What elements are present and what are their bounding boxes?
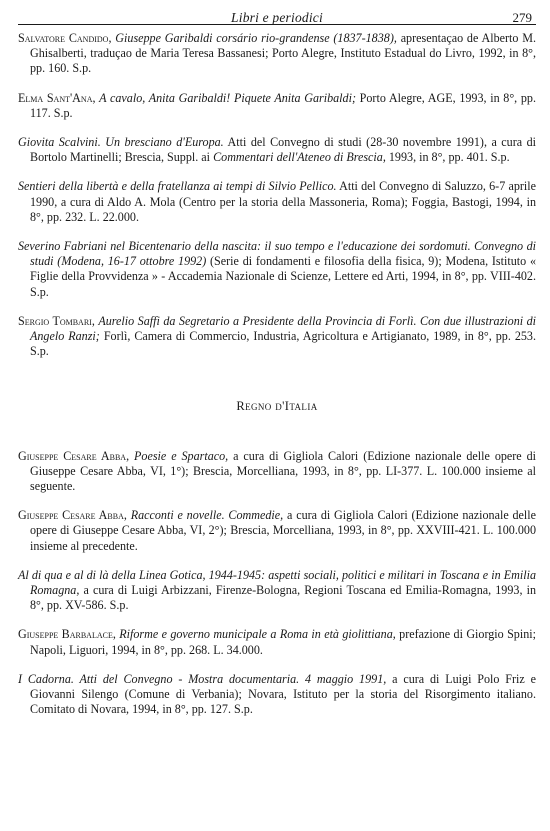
entry-details: a cura di Gigliola Calori (Edizione nazionale delle opere di Giuseppe Cesare Abba, VI, 1°); Brescia, Morcelliana, 1993, in 8°, pp. LI-377. L. 100.000 insieme al seguente. (30, 448, 537, 494)
bibliography-entry-4 (18, 179, 536, 225)
bibliography-entry-9 (18, 568, 536, 614)
entry-details: Porto Alegre, AGE, 1993, in 8°, pp. 117. S.p. (30, 90, 536, 120)
entry-title: Sentieri della libertà e della fratellanza ai tempi di Silvio Pellico. (18, 179, 337, 194)
entry-details: a cura di Luigi Arbizzani, Firenze-Bologna, Regioni Toscana ed Emilia-Romagna, 1993, in 8°, pp. XV-586. S.p. (30, 583, 536, 613)
entry-title: A cavalo, Anita Garibaldi! Piquete Anita Garibaldi; (99, 90, 356, 105)
bibliography-entry-5 (18, 239, 536, 300)
bibliography-entry-11 (18, 672, 536, 718)
entry-details: Forlì, Camera di Commercio, Industria, Agricoltura e Artigianato, 1989, in 8°, pp. 253. S.p. (30, 329, 536, 359)
entry-title: Riforme e governo municipale a Roma in età giolittiana, (119, 627, 396, 642)
entry-title: Severino Fabriani nel Bicentenario della nascita: il suo tempo e l'educazione dei sordomuti. Convegno di studi (Modena, 16-17 ottobre 1992) (18, 239, 536, 269)
entry-details: prefazione di Giorgio Spini; Napoli, Liguori, 1994, in 8°, pp. 268. L. 34.000. (30, 627, 536, 657)
entry-title: Poesie e Spartaco, (134, 448, 229, 463)
entry-author: Elma Sant'Ana, (18, 90, 96, 105)
entry-title: Giovita Scalvini. Un bresciano d'Europa. (18, 135, 224, 150)
entry-details: a cura di Gigliola Calori (Edizione nazionale delle opere di Giuseppe Cesare Abba, VI, 2°); Brescia, Morcelliana, 1993, in 8°, pp. XXVIII-421. L. 100.000 insieme al precedente. (30, 508, 537, 553)
entry-details: Atti del Convegno di Saluzzo, 6-7 aprile 1990, a cura di Aldo A. Mola (Centro per la storia della Massoneria, Roma); Foggia, Bastogi, 1994, in 8°, pp. 232. L. 22.000. (30, 179, 536, 224)
entry-details: a cura di Luigi Polo Friz e Giovanni Silengo (Comune di Verbania); Novara, Istituto per la storia del Risorgimento italiano. Comitato di Novara, 1994, in 8°, pp. 127. S.p. (30, 671, 536, 717)
entry-title: Racconti e novelle. Commedie, (130, 508, 284, 523)
entry-author: Salvatore Candido, (18, 31, 112, 45)
entry-details-2: 1993, in 8°, pp. 401. S.p. (388, 150, 510, 165)
entry-author: Giuseppe Cesare Abba, (18, 448, 130, 463)
entry-title: Al di qua e al di là della Linea Gotica, 1944-1945: aspetti sociali, politici e militari in Toscana e in Emilia Romagna, (18, 567, 536, 598)
entry-details: (Serie di fondamenti e filosofia della fisica, 9); Modena, Istituto « Figlie della Provvidenza » - Accademia Nazionale di Scienze, Lettere ed Arti, 1994, in 8°, pp. VIII-402. S.p. (30, 254, 536, 299)
bibliography-entry-7 (18, 449, 536, 495)
bibliography-entry-10 (18, 627, 536, 657)
entry-series-title: Commentari dell'Ateneo di Brescia, (213, 150, 386, 165)
entry-author: Giuseppe Barbalace, (18, 627, 116, 642)
running-title: Libri e periodici (231, 10, 323, 25)
page-header (18, 0, 536, 25)
entry-title: Giuseppe Garibaldi corsário rio-grandense (1837-1838), (115, 31, 397, 45)
bibliography-entry-8 (18, 508, 536, 554)
entry-author: Sergio Tombari, (18, 313, 95, 328)
bibliography-entry-2 (18, 91, 536, 121)
page-number: 279 (512, 10, 532, 25)
entry-title: Aurelio Saffi da Segretario a Presidente della Provincia di Forlì. Con due illustrazioni di Angelo Ranzi; (30, 313, 536, 344)
entry-details: Atti del Convegno di studi (28-30 novembre 1991), a cura di Bortolo Martinelli; Brescia, Suppl. ai (30, 135, 537, 165)
section-heading: Regno d'Italia (236, 399, 318, 414)
entry-author: Giuseppe Cesare Abba, (18, 508, 127, 523)
entry-title: I Cadorna. Atti del Convegno - Mostra documentaria. 4 maggio 1991, (18, 671, 387, 686)
entry-details: apresentaçao de Alberto M. Ghisalberti, traduçao de Maria Teresa Bassanesi; Porto Alegre, Instituto Estadual do Livro, 1992, in 8°, pp. 160. S.p. (30, 31, 536, 76)
bibliography-entry-3 (18, 135, 536, 165)
bibliography-entry-1 (18, 31, 536, 77)
bibliography-entry-6 (18, 314, 536, 360)
